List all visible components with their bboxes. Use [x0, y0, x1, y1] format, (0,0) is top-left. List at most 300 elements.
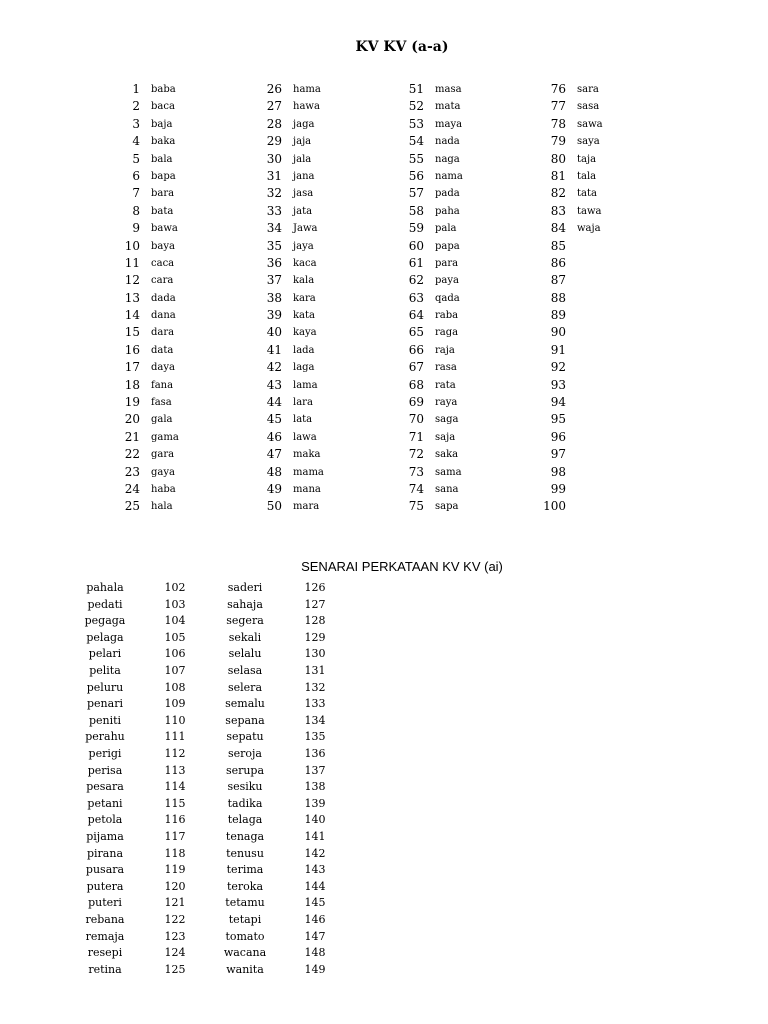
- item-word: bara: [151, 188, 175, 200]
- item-word: kara: [293, 292, 316, 304]
- item-number: 85: [550, 238, 566, 253]
- list-item: [550, 290, 676, 307]
- list-item: [550, 203, 676, 220]
- item-number: 64: [408, 308, 424, 323]
- item-number: 31: [266, 168, 282, 183]
- item-word: mama: [293, 466, 324, 478]
- table-row: [0, 696, 768, 713]
- item-word: saga: [435, 414, 459, 426]
- list-item: [266, 307, 392, 324]
- word-cell: saderi: [227, 581, 263, 594]
- number-cell: 141: [304, 830, 326, 843]
- list-item: [130, 98, 250, 115]
- item-word: maka: [293, 449, 321, 461]
- item-word: baca: [151, 101, 175, 113]
- item-word: naga: [435, 153, 460, 165]
- item-word: saka: [435, 449, 459, 461]
- item-word: kaca: [293, 257, 317, 269]
- word-cell: sepana: [225, 713, 265, 727]
- word-cell: perigi: [88, 747, 122, 760]
- table-row: [0, 729, 768, 746]
- item-word: jasa: [293, 188, 314, 200]
- word-cell: sesiku: [227, 780, 263, 794]
- word-cell: tomato: [225, 929, 265, 943]
- number-cell: 140: [304, 813, 326, 827]
- item-word: baka: [151, 136, 176, 148]
- item-number: 83: [550, 203, 566, 218]
- word-cell: pegaga: [84, 614, 126, 628]
- number-cell: 132: [304, 680, 326, 694]
- item-number: 9: [132, 221, 140, 236]
- item-number: 35: [266, 238, 282, 253]
- item-number: 57: [408, 186, 424, 201]
- list-item: [130, 168, 250, 185]
- word-column-4: [543, 81, 676, 516]
- list-item: [408, 185, 534, 202]
- item-number: 73: [408, 464, 424, 479]
- item-number: 100: [543, 499, 566, 514]
- number-cell: 109: [164, 697, 186, 711]
- list-item: [550, 98, 676, 115]
- list-item: [124, 411, 250, 428]
- item-number: 34: [266, 221, 282, 236]
- item-word: baba: [151, 84, 176, 95]
- table-row: [0, 680, 768, 697]
- list-item: [130, 116, 250, 133]
- list-item: [266, 324, 392, 341]
- item-number: 52: [408, 99, 424, 114]
- word-cell: selalu: [228, 647, 262, 661]
- item-number: 12: [124, 273, 140, 288]
- word-cell: remaja: [85, 929, 125, 943]
- list-item: [266, 342, 392, 359]
- list-item: [130, 185, 250, 202]
- number-cell: 142: [304, 846, 326, 860]
- item-word: rata: [435, 379, 456, 391]
- item-number: 95: [550, 412, 566, 427]
- item-number: 68: [408, 377, 424, 392]
- item-word: daya: [151, 362, 175, 374]
- item-number: 38: [266, 290, 282, 305]
- item-word: laga: [293, 362, 315, 374]
- word-cell: pijama: [86, 830, 124, 843]
- word-cell: perahu: [85, 730, 125, 744]
- item-word: sara: [577, 84, 599, 95]
- list-item: [550, 168, 676, 185]
- item-number: 14: [124, 308, 140, 323]
- item-word: jaja: [293, 136, 312, 148]
- list-item: [550, 324, 676, 341]
- item-number: 18: [124, 377, 140, 392]
- item-number: 33: [266, 203, 282, 218]
- list-item: [266, 98, 392, 115]
- item-number: 3: [132, 116, 140, 131]
- item-word: dara: [151, 327, 175, 339]
- list-item: [266, 498, 392, 515]
- table-row: [0, 895, 768, 912]
- list-item: [408, 342, 534, 359]
- item-number: 1: [132, 82, 140, 96]
- item-word: pala: [435, 223, 457, 235]
- word-cell: puteri: [88, 896, 122, 910]
- list-item: [408, 81, 534, 98]
- list-item: [550, 429, 676, 446]
- item-number: 87: [550, 273, 566, 288]
- item-number: 71: [408, 429, 424, 444]
- item-word: mara: [293, 501, 320, 513]
- word-cell: petola: [87, 813, 123, 827]
- number-cell: 143: [304, 863, 326, 877]
- item-number: 80: [550, 151, 566, 166]
- list-item: [408, 324, 534, 341]
- list-item: [266, 359, 392, 376]
- list-item: [124, 429, 250, 446]
- item-number: 5: [132, 151, 140, 166]
- list-item: [124, 238, 250, 255]
- number-cell: 111: [164, 730, 186, 744]
- word-cell: wanita: [226, 962, 264, 976]
- word-column-2: [266, 81, 392, 516]
- item-word: saja: [435, 431, 456, 443]
- word-cell: segera: [226, 614, 264, 628]
- table-row: [0, 713, 768, 730]
- list-item: [550, 342, 676, 359]
- item-word: baja: [151, 118, 173, 130]
- list-item: [550, 272, 676, 289]
- item-number: 17: [124, 360, 140, 375]
- item-word: masa: [435, 84, 462, 95]
- item-word: bawa: [151, 223, 178, 235]
- list-item: [408, 359, 534, 376]
- word-cell: petani: [87, 796, 123, 810]
- item-number: 42: [266, 360, 282, 375]
- item-word: baya: [151, 240, 175, 252]
- item-word: sapa: [435, 501, 459, 513]
- item-word: lata: [293, 414, 313, 426]
- list-item: [124, 307, 250, 324]
- number-cell: 121: [164, 896, 186, 910]
- list-item: [550, 255, 676, 272]
- list-item: [124, 342, 250, 359]
- item-number: 92: [550, 360, 566, 375]
- item-word: gama: [151, 431, 179, 443]
- item-number: 30: [266, 151, 282, 166]
- word-cell: pelari: [88, 647, 122, 661]
- list-item: [550, 411, 676, 428]
- list-item: [266, 464, 392, 481]
- item-number: 79: [550, 134, 566, 149]
- item-number: 84: [550, 221, 566, 236]
- word-list-aa: [0, 81, 768, 521]
- table-row: [0, 912, 768, 929]
- list-item: [124, 290, 250, 307]
- word-cell: rebana: [85, 913, 125, 926]
- list-item: [408, 133, 534, 150]
- number-cell: 110: [164, 713, 186, 727]
- number-cell: 118: [164, 846, 186, 860]
- item-word: mana: [293, 483, 321, 495]
- item-number: 27: [266, 99, 282, 114]
- table-row: [0, 929, 768, 946]
- page-title: KV KV (a-a): [355, 39, 449, 55]
- word-cell: perisa: [87, 763, 123, 777]
- number-cell: 119: [164, 863, 186, 877]
- list-item: [550, 116, 676, 133]
- item-number: 37: [266, 273, 282, 288]
- list-item: [130, 151, 250, 168]
- item-word: rasa: [435, 362, 457, 374]
- table-row: [0, 829, 768, 846]
- list-item: [124, 377, 250, 394]
- item-number: 11: [124, 255, 140, 270]
- item-number: 72: [408, 447, 424, 462]
- item-number: 96: [550, 429, 566, 444]
- word-cell: tenaga: [225, 830, 265, 843]
- item-number: 61: [408, 255, 424, 270]
- word-cell: pesara: [86, 780, 124, 794]
- number-cell: 144: [304, 879, 326, 893]
- table-row: [0, 846, 768, 863]
- item-word: hawa: [293, 101, 320, 113]
- item-word: maya: [435, 118, 463, 130]
- list-item: [550, 377, 676, 394]
- list-item: [266, 394, 392, 411]
- list-item: [408, 290, 534, 307]
- item-number: 40: [266, 325, 282, 340]
- item-number: 19: [124, 395, 140, 410]
- item-word: hama: [293, 84, 321, 95]
- item-number: 75: [408, 499, 424, 514]
- word-cell: retina: [88, 962, 122, 976]
- item-word: waja: [577, 223, 601, 235]
- list-item: [408, 377, 534, 394]
- word-cell: resepi: [87, 946, 123, 960]
- word-cell: serupa: [225, 763, 265, 777]
- word-cell: sekali: [228, 630, 262, 644]
- word-cell: pelita: [89, 664, 121, 677]
- item-number: 46: [266, 429, 282, 444]
- item-number: 24: [124, 481, 140, 496]
- item-number: 7: [132, 186, 140, 201]
- item-word: mata: [435, 101, 461, 113]
- item-number: 63: [408, 290, 424, 305]
- list-item: [266, 151, 392, 168]
- word-cell: tenusu: [226, 846, 264, 860]
- item-number: 29: [266, 134, 282, 149]
- list-item: [408, 168, 534, 185]
- list-item: [408, 446, 534, 463]
- item-number: 21: [124, 429, 140, 444]
- item-word: saya: [577, 136, 600, 148]
- table-row: [0, 779, 768, 796]
- item-word: paha: [435, 205, 460, 217]
- item-number: 82: [550, 186, 566, 201]
- list-item: [266, 238, 392, 255]
- item-word: jaya: [293, 240, 314, 252]
- item-word: nama: [435, 170, 463, 182]
- table-row: [0, 763, 768, 780]
- table-row: [0, 746, 768, 763]
- item-number: 54: [408, 134, 424, 149]
- item-word: sana: [435, 483, 459, 495]
- table-row: [0, 962, 768, 979]
- list-item: [550, 394, 676, 411]
- number-cell: 124: [164, 946, 186, 960]
- item-number: 28: [266, 116, 282, 131]
- list-item: [266, 185, 392, 202]
- number-cell: 138: [304, 780, 326, 794]
- table-row: [0, 597, 768, 614]
- list-item: [408, 220, 534, 237]
- item-word: jata: [293, 205, 313, 217]
- table-row: [0, 812, 768, 829]
- number-cell: 136: [304, 747, 326, 760]
- item-word: bata: [151, 205, 174, 217]
- item-word: dana: [151, 310, 176, 322]
- word-cell: teroka: [226, 879, 264, 893]
- item-number: 98: [550, 464, 566, 479]
- table-row: [0, 663, 768, 680]
- list-item: [550, 481, 676, 498]
- item-number: 22: [124, 447, 140, 462]
- item-word: raja: [435, 344, 455, 356]
- item-word: paya: [435, 275, 459, 287]
- item-word: lara: [293, 397, 313, 409]
- list-item: [266, 203, 392, 220]
- item-number: 44: [266, 395, 282, 410]
- list-item: [124, 498, 250, 515]
- item-word: lawa: [293, 431, 317, 443]
- item-word: raba: [435, 310, 459, 322]
- list-item: [130, 133, 250, 150]
- item-word: para: [435, 257, 459, 269]
- item-number: 99: [550, 481, 566, 496]
- list-item: [266, 446, 392, 463]
- list-item: [124, 272, 250, 289]
- list-item: [130, 203, 250, 220]
- list-item: [266, 481, 392, 498]
- number-cell: 113: [164, 763, 186, 777]
- item-word: jaga: [293, 118, 315, 130]
- list-item: [408, 98, 534, 115]
- number-cell: 120: [164, 879, 186, 893]
- list-item: [550, 185, 676, 202]
- number-cell: 112: [164, 747, 186, 760]
- table-row: [0, 646, 768, 663]
- word-cell: tetapi: [228, 913, 262, 926]
- list-item: [408, 272, 534, 289]
- word-column-3: [408, 81, 534, 516]
- item-number: 58: [408, 203, 424, 218]
- word-cell: telaga: [227, 813, 263, 827]
- item-word: cara: [151, 275, 174, 287]
- item-number: 45: [266, 412, 282, 427]
- word-cell: pahala: [86, 581, 124, 594]
- item-number: 43: [266, 377, 282, 392]
- item-number: 89: [550, 308, 566, 323]
- item-number: 65: [408, 325, 424, 340]
- item-number: 66: [408, 342, 424, 357]
- number-cell: 105: [164, 630, 186, 644]
- item-word: bapa: [151, 170, 176, 182]
- item-word: fasa: [151, 397, 172, 409]
- word-cell: selera: [228, 680, 262, 694]
- number-cell: 131: [304, 664, 326, 677]
- list-item: [266, 220, 392, 237]
- number-cell: 148: [304, 946, 326, 960]
- list-item: [408, 481, 534, 498]
- item-number: 81: [550, 168, 566, 183]
- item-word: tala: [577, 170, 597, 182]
- item-word: lama: [293, 379, 318, 391]
- list-item: [266, 272, 392, 289]
- item-number: 94: [550, 395, 566, 410]
- list-item: [130, 220, 250, 237]
- list-item: [124, 481, 250, 498]
- number-cell: 122: [164, 913, 186, 926]
- item-word: hala: [151, 501, 173, 513]
- list-item: [266, 377, 392, 394]
- item-number: 6: [132, 168, 140, 183]
- item-word: sama: [435, 466, 462, 478]
- list-item: [408, 394, 534, 411]
- list-item: [408, 238, 534, 255]
- item-number: 15: [124, 325, 140, 340]
- item-number: 47: [266, 447, 282, 462]
- list-item: [408, 203, 534, 220]
- number-cell: 125: [164, 962, 186, 976]
- number-cell: 146: [304, 913, 326, 926]
- item-word: tawa: [577, 205, 602, 217]
- item-word: dada: [151, 292, 176, 304]
- number-cell: 114: [164, 780, 186, 794]
- word-cell: peluru: [86, 680, 124, 694]
- list-item: [266, 168, 392, 185]
- number-cell: 133: [304, 697, 326, 711]
- list-item: [124, 324, 250, 341]
- number-cell: 126: [304, 581, 326, 594]
- list-item: [543, 498, 676, 515]
- item-number: 74: [408, 481, 424, 496]
- word-cell: sepatu: [226, 730, 264, 744]
- word-cell: peniti: [88, 713, 122, 727]
- list-item: [266, 81, 392, 98]
- list-item: [124, 446, 250, 463]
- item-number: 88: [550, 290, 566, 305]
- number-cell: 106: [164, 647, 186, 661]
- number-cell: 108: [164, 680, 186, 694]
- item-number: 86: [550, 255, 566, 270]
- item-number: 78: [550, 116, 566, 131]
- item-word: Jawa: [293, 223, 318, 235]
- item-number: 2: [132, 99, 140, 114]
- item-number: 67: [408, 360, 424, 375]
- item-word: kala: [293, 275, 315, 287]
- item-word: taja: [577, 153, 597, 165]
- item-number: 97: [550, 447, 566, 462]
- item-word: tata: [577, 188, 597, 200]
- number-cell: 139: [304, 796, 326, 810]
- word-cell: tadika: [227, 796, 263, 810]
- item-number: 20: [124, 412, 140, 427]
- item-number: 13: [124, 290, 140, 305]
- table-row: [0, 580, 768, 597]
- word-cell: seroja: [227, 747, 262, 760]
- item-word: data: [151, 344, 174, 356]
- item-word: gala: [151, 414, 173, 426]
- number-cell: 129: [304, 630, 326, 644]
- list-item: [130, 81, 250, 98]
